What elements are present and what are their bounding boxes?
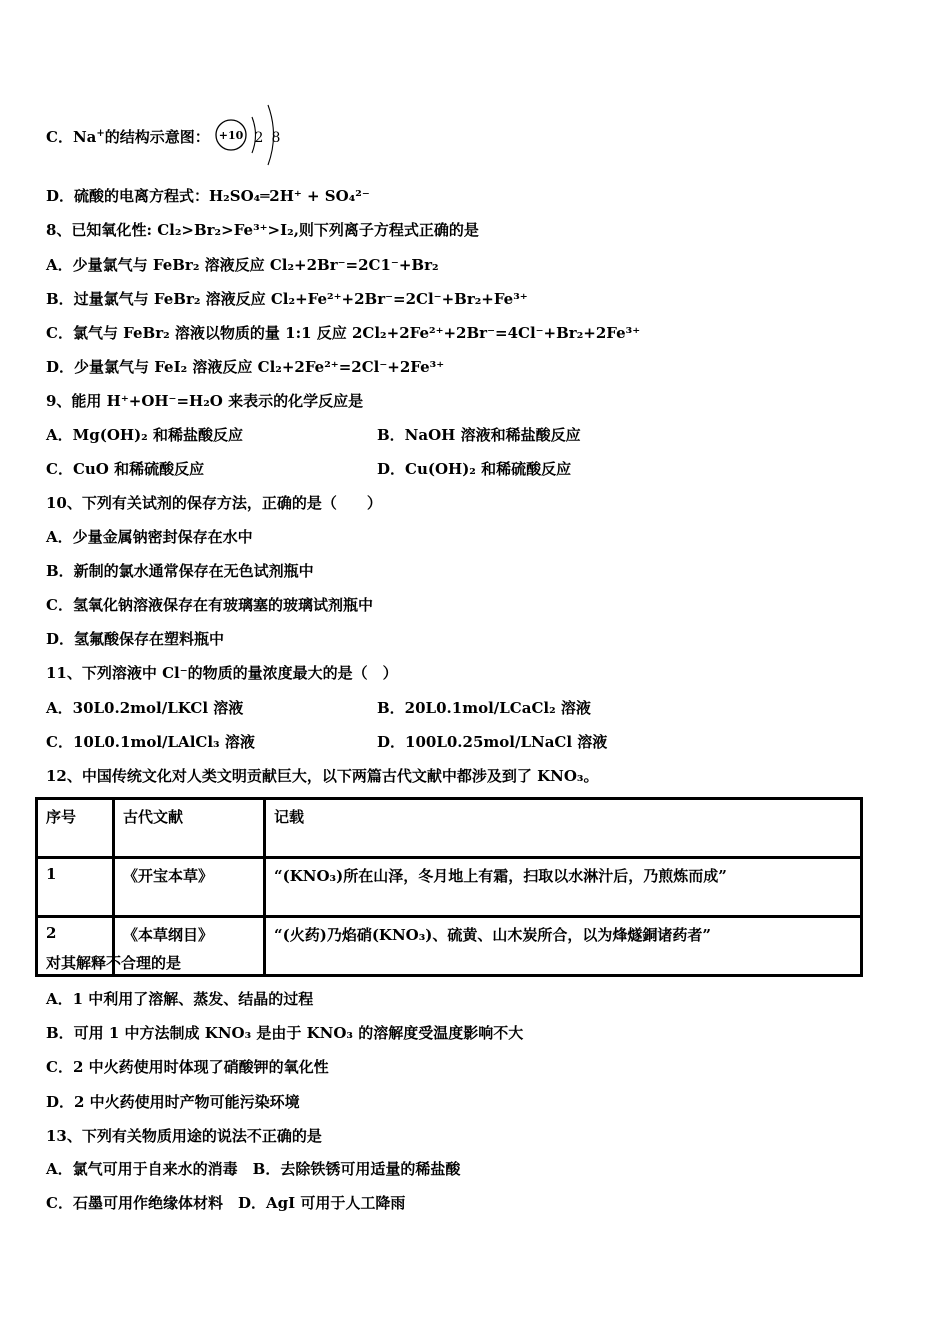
q10-stem: 10、下列有关试剂的保存方法，正确的是（ ） xyxy=(46,494,382,512)
q13-options-cd: C．石墨可用作绝缘体材料 D．AgI 可用于人工降雨 xyxy=(46,1194,406,1212)
q12-after-text: 对其解释不合理的是 xyxy=(46,954,182,972)
q7-option-c-prefix: C．Na xyxy=(46,128,97,146)
table-header-cell: 古代文献 xyxy=(114,799,265,858)
q10-option-b: B．新制的氯水通常保存在无色试剂瓶中 xyxy=(46,562,314,580)
q7-option-c-sup: + xyxy=(96,128,105,139)
q8-option-d: D．少量氯气与 FeI₂ 溶液反应 Cl₂+2Fe²⁺=2Cl⁻+2Fe³⁺ xyxy=(46,358,445,376)
q13-options-ab: A．氯气可用于自来水的消毒 B．去除铁锈可用适量的稀盐酸 xyxy=(46,1160,461,1178)
q10-option-a: A．少量金属钠密封保存在水中 xyxy=(46,528,253,546)
q7-option-d: D．硫酸的电离方程式：H₂SO₄═2H⁺ + SO₄²⁻ xyxy=(46,187,370,205)
q7-option-c-text: 的结构示意图： xyxy=(104,128,210,146)
q7-option-c xyxy=(46,127,210,147)
sodium-ion-structure-diagram xyxy=(215,103,285,167)
q11-option-d: D．100L0.25mol/LNaCl 溶液 xyxy=(377,733,608,751)
q10-option-c: C．氢氧化钠溶液保存在有玻璃塞的玻璃试剂瓶中 xyxy=(46,596,373,614)
q13-stem: 13、下列有关物质用途的说法不正确的是 xyxy=(46,1127,322,1145)
q9-option-d: D．Cu(OH)₂ 和稀硫酸反应 xyxy=(377,460,572,478)
q8-option-c: C．氯气与 FeBr₂ 溶液以物质的量 1:1 反应 2Cl₂+2Fe²⁺+2Br⁻=4Cl⁻+Br₂+2Fe³⁺ xyxy=(46,324,641,342)
q11-option-c: C．10L0.1mol/LAlCl₃ 溶液 xyxy=(46,733,255,751)
q11-option-b: B．20L0.1mol/LCaCl₂ 溶液 xyxy=(377,699,591,717)
table-header-row xyxy=(37,799,862,858)
shell-2-electrons: 8 xyxy=(271,130,281,146)
table-cell: 《开宝本草》 xyxy=(114,858,265,917)
q11-option-a: A．30L0.2mol/LKCl 溶液 xyxy=(46,699,244,717)
table-cell: 2 xyxy=(37,917,114,976)
q9-option-c: C．CuO 和稀硫酸反应 xyxy=(46,460,205,478)
nucleus-charge: +10 xyxy=(218,129,244,142)
q12-option-a: A．1 中利用了溶解、蒸发、结晶的过程 xyxy=(46,990,314,1008)
q10-option-d: D．氢氟酸保存在塑料瓶中 xyxy=(46,630,225,648)
q12-option-b: B．可用 1 中方法制成 KNO₃ 是由于 KNO₃ 的溶解度受温度影响不大 xyxy=(46,1024,524,1042)
q12-option-d: D．2 中火药使用时产物可能污染环境 xyxy=(46,1093,300,1111)
q8-option-b: B．过量氯气与 FeBr₂ 溶液反应 Cl₂+Fe²⁺+2Br⁻=2Cl⁻+Br₂+Fe³⁺ xyxy=(46,290,528,308)
q12-stem: 12、中国传统文化对人类文明贡献巨大，以下两篇古代文献中都涉及到了 KNO₃。 xyxy=(46,767,599,785)
table-row xyxy=(37,858,862,917)
shell-1-electrons: 2 xyxy=(254,130,264,146)
table-header-cell: 序号 xyxy=(37,799,114,858)
kno3-literature-table xyxy=(35,797,863,977)
table-cell: 《本草纲目》 xyxy=(114,917,265,976)
table-cell: 1 xyxy=(37,858,114,917)
table-cell: “(火药)乃焰硝(KNO₃)、硫黄、山木炭所合，以为烽燧銅诸药者” xyxy=(265,917,862,976)
q12-option-c: C．2 中火药使用时体现了硝酸钾的氧化性 xyxy=(46,1058,329,1076)
q9-stem: 9、能用 H⁺+OH⁻=H₂O 来表示的化学反应是 xyxy=(46,392,364,410)
table-cell: “(KNO₃)所在山泽，冬月地上有霜，扫取以水淋汁后，乃煎炼而成” xyxy=(265,858,862,917)
q9-option-b: B．NaOH 溶液和稀盐酸反应 xyxy=(377,426,581,444)
table-header-cell: 记载 xyxy=(265,799,862,858)
q11-stem: 11、下列溶液中 Cl⁻的物质的量浓度最大的是（ ） xyxy=(46,664,398,682)
q9-option-a: A．Mg(OH)₂ 和稀盐酸反应 xyxy=(46,426,243,444)
q8-stem: 8、已知氧化性: Cl₂>Br₂>Fe³⁺>I₂,则下列离子方程式正确的是 xyxy=(46,221,479,239)
q8-option-a: A．少量氯气与 FeBr₂ 溶液反应 Cl₂+2Br⁻=2C1⁻+Br₂ xyxy=(46,256,439,274)
